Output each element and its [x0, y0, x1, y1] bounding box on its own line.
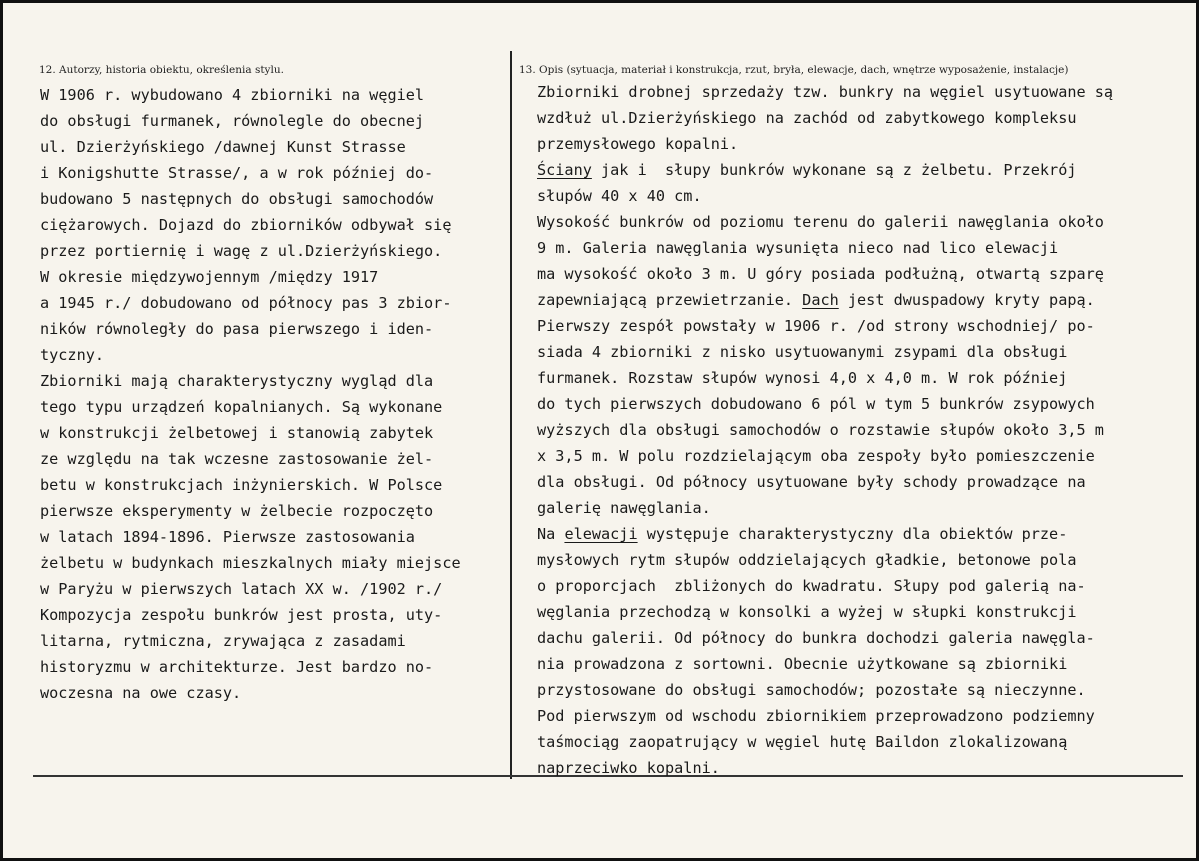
text-line: W okresie międzywojennym /między 1917: [40, 268, 379, 286]
text-line: nia prowadzona z sortowni. Obecnie użytkowane są zbiorniki: [537, 655, 1068, 673]
text-span: jest dwuspadowy kryty papą.: [838, 291, 1095, 309]
text-span: Na: [537, 525, 565, 543]
text-line: przystosowane do obsługi samochodów; pozostałe są nieczynne.: [537, 681, 1086, 699]
text-line: wzdłuż ul.Dzierżyńskiego na zachód od zabytkowego kompleksu: [537, 109, 1077, 127]
text-line: Wysokość bunkrów od poziomu terenu do galerii nawęglania około: [537, 213, 1104, 231]
text-line: w konstrukcji żelbetowej i stanowią zabytek: [40, 424, 434, 442]
text-line: w Paryżu w pierwszych latach XX w. /1902 r./: [40, 580, 443, 598]
term-elevation: elewacji: [564, 525, 638, 543]
text-line: pierwsze eksperymenty w żelbecie rozpoczęto: [40, 502, 434, 520]
text-line: dachu galerii. Od północy do bunkra dochodzi galeria nawęgla-: [537, 629, 1095, 647]
text-line: a 1945 r./ dobudowano od północy pas 3 zbior-: [40, 294, 452, 312]
text-line: żelbetu w budynkach mieszkalnych miały miejsce: [40, 554, 461, 572]
term-roof: Dach: [802, 291, 839, 309]
text-line: naprzeciwko kopalni.: [537, 759, 720, 777]
text-line: woczesna na owe czasy.: [40, 684, 242, 702]
text-line: litarna, rytmiczna, zrywająca z zasadami: [40, 632, 406, 650]
section-12-header: 12. Autorzy, historia obiektu, określenia stylu.: [39, 64, 284, 76]
text-line: węglania przechodzą w konsolki a wyżej w słupki konstrukcji: [537, 603, 1077, 621]
text-line: Pod pierwszym od wschodu zbiornikiem przeprowadzono podziemny: [537, 707, 1095, 725]
text-line: W 1906 r. wybudowano 4 zbiorniki na węgiel: [40, 86, 425, 104]
text-line: furmanek. Rozstaw słupów wynosi 4,0 x 4,0 m. W rok później: [537, 369, 1068, 387]
text-line: 9 m. Galeria nawęglania wysunięta nieco nad lico elewacji: [537, 239, 1059, 257]
text-line: mysłowych rytm słupów oddzielających gładkie, betonowe pola: [537, 551, 1077, 569]
text-line: taśmociąg zaopatrujący w węgiel hutę Baildon zlokalizowaną: [537, 733, 1068, 751]
text-span: występuje charakterystyczny dla obiektów prze-: [637, 525, 1068, 543]
history-text: [40, 82, 512, 706]
text-line: Zbiorniki mają charakterystyczny wygląd dla: [40, 372, 434, 390]
text-line: Kompozycja zespołu bunkrów jest prosta, uty-: [40, 606, 443, 624]
text-line: ul. Dzierżyńskiego /dawnej Kunst Strasse: [40, 138, 406, 156]
text-line: wyższych dla obsługi samochodów o rozstawie słupów około 3,5 m: [537, 421, 1104, 439]
text-line: i Konigshutte Strasse/, a w rok później do-: [40, 164, 434, 182]
text-line: ze względu na tak wczesne zastosowanie żel-: [40, 450, 434, 468]
description-text: [537, 79, 1187, 781]
text-line: słupów 40 x 40 cm.: [537, 187, 702, 205]
text-line: przez portiernię i wagę z ul.Dzierżyńskiego.: [40, 242, 443, 260]
text-line: do tych pierwszych dobudowano 6 pól w tym 5 bunkrów zsypowych: [537, 395, 1095, 413]
text-span: jak i słupy bunkrów wykonane są z żelbetu. Przekrój: [591, 161, 1077, 179]
text-line: x 3,5 m. W polu rozdzielającym oba zespoły było pomieszczenie: [537, 447, 1095, 465]
text-line: Zbiorniki drobnej sprzedaży tzw. bunkry na węgiel usytuowane są: [537, 83, 1114, 101]
text-line: do obsługi furmanek, równolegle do obecnej: [40, 112, 425, 130]
text-line: o proporcjach zbliżonych do kwadratu. Słupy pod galerią na-: [537, 577, 1086, 595]
text-line: ma wysokość około 3 m. U góry posiada podłużną, otwartą szparę: [537, 265, 1104, 283]
text-line: siada 4 zbiorniki z nisko usytuowanymi zsypami dla obsługi: [537, 343, 1068, 361]
text-line: budowano 5 następnych do obsługi samochodów: [40, 190, 434, 208]
section-13-header: 13. Opis (sytuacja, materiał i konstrukcja, rzut, bryła, elewacje, dach, wnętrze wyposażenie, instalacje): [519, 64, 1069, 76]
text-line: Pierwszy zespół powstały w 1906 r. /od strony wschodniej/ po-: [537, 317, 1095, 335]
text-line: ników równoległy do pasa pierwszego i iden-: [40, 320, 434, 338]
text-line: [537, 287, 1187, 313]
text-span: zapewniającą przewietrzanie.: [537, 291, 803, 309]
text-line: betu w konstrukcjach inżynierskich. W Polsce: [40, 476, 443, 494]
text-line: [537, 521, 1187, 547]
text-line: w latach 1894-1896. Pierwsze zastosowania: [40, 528, 415, 546]
text-line: historyzmu w architekturze. Jest bardzo no-: [40, 658, 434, 676]
text-line: ciężarowych. Dojazd do zbiorników odbywał się: [40, 216, 452, 234]
text-line: dla obsługi. Od północy usytuowane były schody prowadzące na: [537, 473, 1086, 491]
text-line: przemysłowego kopalni.: [537, 135, 739, 153]
text-line: [537, 157, 1187, 183]
term-walls: Ściany: [537, 161, 592, 179]
text-line: tego typu urządzeń kopalnianych. Są wykonane: [40, 398, 443, 416]
text-line: tyczny.: [40, 346, 105, 364]
text-line: galerię nawęglania.: [537, 499, 711, 517]
